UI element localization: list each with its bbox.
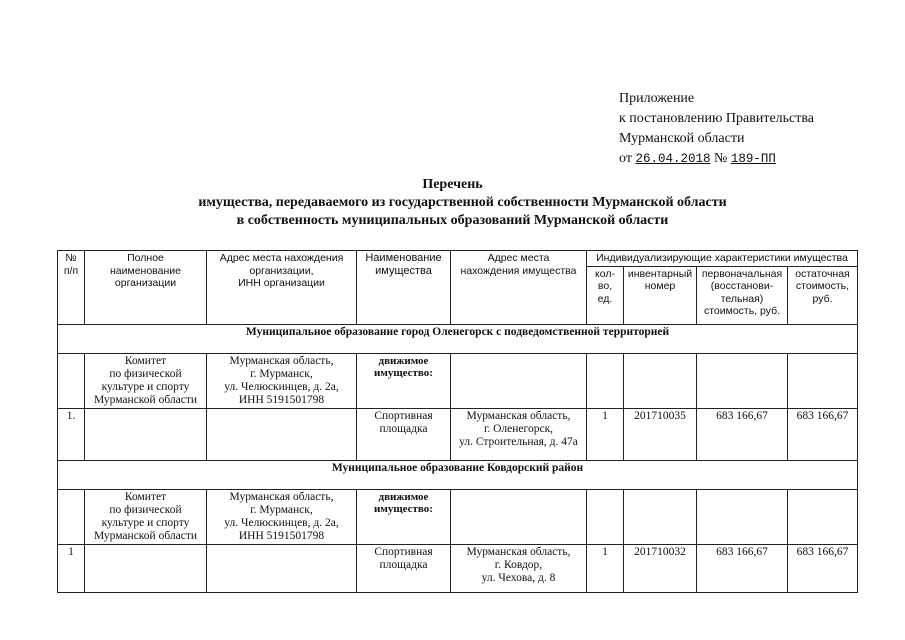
org-row bbox=[58, 353, 858, 408]
header-row-1 bbox=[58, 251, 858, 267]
empty-cell bbox=[788, 353, 858, 408]
property-inventory: 201710035 bbox=[624, 408, 697, 460]
approval-line-3: Мурманской области bbox=[619, 131, 745, 146]
header-num: № п/п bbox=[58, 251, 85, 325]
property-residual-cost: 683 166,67 bbox=[788, 408, 858, 460]
row-num: 1 bbox=[58, 544, 85, 592]
title-line-2: имущества, передаваемого из государственной собственности Мурманской области bbox=[198, 195, 727, 210]
approval-date-line bbox=[619, 149, 889, 169]
approval-number: 189-ПП bbox=[730, 152, 776, 166]
property-qty: 1 bbox=[587, 408, 624, 460]
org-row bbox=[58, 489, 858, 544]
empty-cell bbox=[451, 489, 587, 544]
empty-cell bbox=[451, 353, 587, 408]
header-residual-cost: остаточная стоимость, руб. bbox=[788, 266, 858, 324]
table-row bbox=[58, 408, 858, 460]
header-individual-characteristics: Индивидуализирующие характеристики имущества bbox=[587, 251, 858, 267]
empty-cell bbox=[697, 353, 788, 408]
title-line-1: Перечень bbox=[422, 177, 483, 192]
property-initial-cost: 683 166,67 bbox=[697, 408, 788, 460]
title-line-3: в собственность муниципальных образований Мурманской области bbox=[236, 213, 669, 228]
property-name: Спортивная площадка bbox=[357, 408, 451, 460]
approval-date: 26.04.2018 bbox=[635, 152, 711, 166]
document-title bbox=[0, 176, 905, 230]
empty-cell bbox=[207, 544, 357, 592]
municipality-row bbox=[58, 324, 858, 353]
empty-cell bbox=[85, 408, 207, 460]
org-address: Мурманская область, г. Мурманск, ул. Челюскинцев, д. 2а, ИНН 5191501798 bbox=[207, 489, 357, 544]
property-name: Спортивная площадка bbox=[357, 544, 451, 592]
property-inventory: 201710032 bbox=[624, 544, 697, 592]
empty-cell bbox=[587, 489, 624, 544]
municipality-name: Муниципальное образование Ковдорский район bbox=[58, 460, 858, 489]
property-initial-cost: 683 166,67 bbox=[697, 544, 788, 592]
header-org-address: Адрес места нахождения организации, ИНН организации bbox=[207, 251, 357, 325]
empty-cell bbox=[587, 353, 624, 408]
org-address: Мурманская область, г. Мурманск, ул. Челюскинцев, д. 2а, ИНН 5191501798 bbox=[207, 353, 357, 408]
approval-line-2: к постановлению Правительства bbox=[619, 111, 815, 126]
empty-cell bbox=[85, 544, 207, 592]
table-row bbox=[58, 544, 858, 592]
municipality-row bbox=[58, 460, 858, 489]
header-property-address: Адрес места нахождения имущества bbox=[451, 251, 587, 325]
municipality-name: Муниципальное образование город Оленегорск с подведомственной территорией bbox=[58, 324, 858, 353]
number-prefix: № bbox=[713, 151, 728, 166]
approval-block bbox=[619, 89, 889, 169]
property-address: Мурманская область, г. Оленегорск, ул. Строительная, д. 47а bbox=[451, 408, 587, 460]
header-initial-cost: первоначальная (восстанови- тельная) стоимость, руб. bbox=[697, 266, 788, 324]
org-name: Комитет по физической культуре и спорту Мурманской области bbox=[85, 489, 207, 544]
movable-label: движимое имущество: bbox=[357, 489, 451, 544]
header-qty: кол-во, ед. bbox=[587, 266, 624, 324]
empty-cell bbox=[624, 489, 697, 544]
empty-cell bbox=[788, 489, 858, 544]
org-name: Комитет по физической культуре и спорту Мурманской области bbox=[85, 353, 207, 408]
empty-cell bbox=[624, 353, 697, 408]
header-property-name: Наименование имущества bbox=[357, 251, 451, 325]
header-org-name: Полное наименование организации bbox=[85, 251, 207, 325]
empty-cell bbox=[697, 489, 788, 544]
property-table bbox=[57, 250, 858, 593]
property-address: Мурманская область, г. Ковдор, ул. Чехова, д. 8 bbox=[451, 544, 587, 592]
property-residual-cost: 683 166,67 bbox=[788, 544, 858, 592]
header-inventory: инвентарный номер bbox=[624, 266, 697, 324]
empty-cell bbox=[207, 408, 357, 460]
movable-label: движимое имущество: bbox=[357, 353, 451, 408]
property-qty: 1 bbox=[587, 544, 624, 592]
row-num: 1. bbox=[58, 408, 85, 460]
org-num-cell bbox=[58, 489, 85, 544]
org-num-cell bbox=[58, 353, 85, 408]
date-prefix: от bbox=[619, 151, 632, 166]
approval-line-1: Приложение bbox=[619, 91, 695, 106]
